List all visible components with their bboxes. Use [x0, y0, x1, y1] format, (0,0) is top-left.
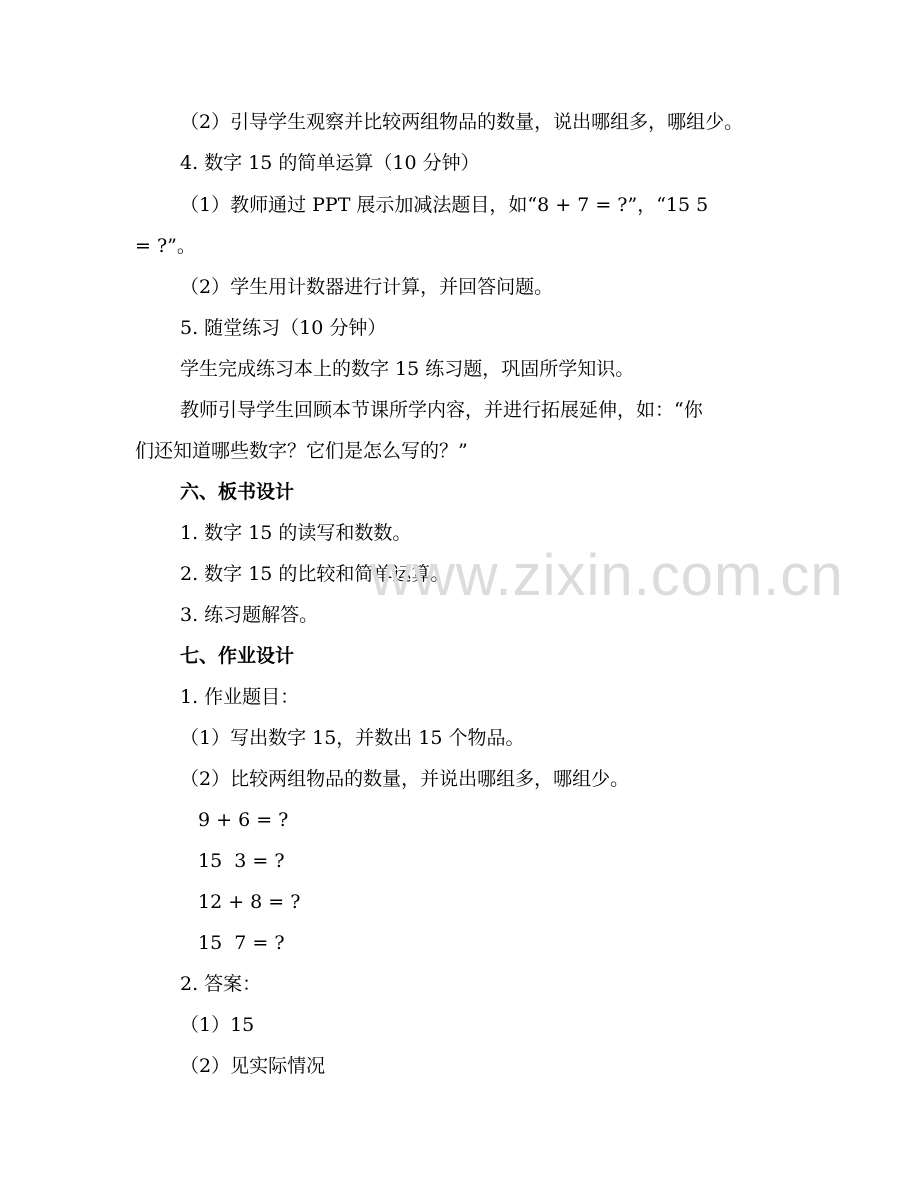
equation-line: 15 3 = ?	[198, 850, 285, 872]
list-item: （1）写出数字 15，并数出 15 个物品。	[180, 727, 525, 749]
list-item: 3. 练习题解答。	[180, 604, 319, 626]
list-item: 2. 答案：	[180, 973, 262, 995]
list-item: 2. 数字 15 的比较和简单运算。	[180, 563, 450, 585]
paragraph-line: （1）教师通过 PPT 展示加减法题目，如“8 + 7 = ?”，“15 5	[180, 194, 709, 216]
equation-line: 12 + 8 = ?	[198, 891, 301, 913]
equation-line: 9 + 6 = ?	[198, 809, 289, 831]
paragraph-line-continuation: 们还知道哪些数字？它们是怎么写的？”	[135, 440, 468, 462]
equation-line: 15 7 = ?	[198, 932, 285, 954]
list-item: （2）见实际情况	[180, 1055, 326, 1077]
paragraph-line: （2）学生用计数器进行计算，并回答问题。	[180, 276, 554, 298]
list-item: （2）比较两组物品的数量，并说出哪组多，哪组少。	[180, 768, 630, 790]
section-item-4: 4. 数字 15 的简单运算（10 分钟）	[180, 152, 480, 174]
paragraph-line: 学生完成练习本上的数字 15 练习题，巩固所学知识。	[180, 358, 635, 380]
paragraph-line: （2）引导学生观察并比较两组物品的数量，说出哪组多，哪组少。	[180, 111, 744, 133]
list-item: 1. 数字 15 的读写和数数。	[180, 522, 412, 544]
watermark-text: www.zixin.com.cn	[370, 543, 844, 608]
list-item: （1）15	[180, 1014, 255, 1036]
section-heading-board-design: 六、板书设计	[180, 481, 295, 503]
paragraph-line: 教师引导学生回顾本节课所学内容，并进行拓展延伸，如：“你	[180, 399, 703, 421]
section-item-5: 5. 随堂练习（10 分钟）	[180, 317, 387, 339]
section-heading-homework-design: 七、作业设计	[180, 645, 295, 667]
list-item: 1. 作业题目：	[180, 686, 300, 708]
paragraph-line-continuation: = ?”。	[135, 235, 196, 257]
